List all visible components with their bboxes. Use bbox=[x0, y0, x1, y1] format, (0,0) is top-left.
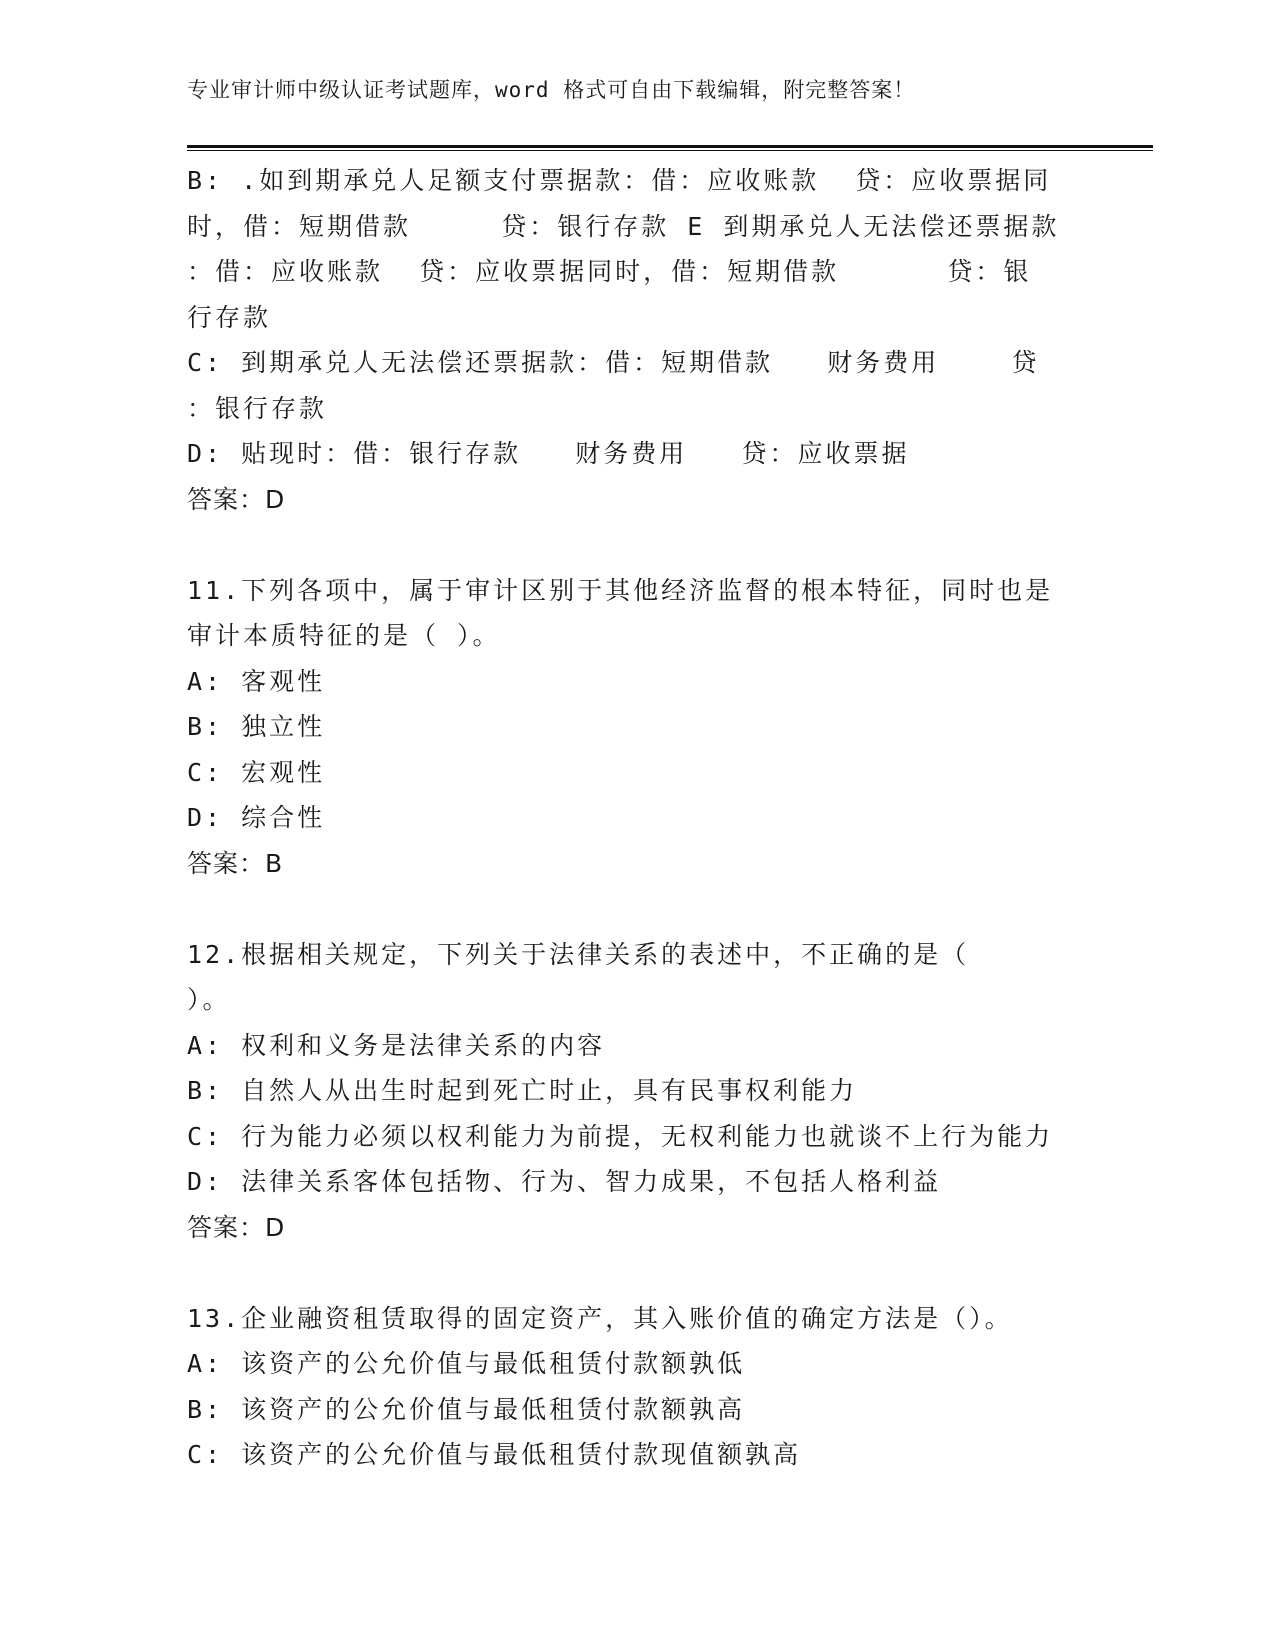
q12-option-c: C: 行为能力必须以权利能力为前提，无权利能力也就谈不上行为能力 bbox=[187, 1121, 1054, 1151]
q11-option-b: B: 独立性 bbox=[187, 712, 326, 741]
q11-option-c: C: 宏观性 bbox=[187, 757, 326, 787]
q13-option-a: A: 该资产的公允价值与最低租赁付款额孰低 bbox=[187, 1349, 746, 1378]
q10-option-b-line-2: 时，借：短期借款 贷：银行存款 E 到期承兑人无法偿还票据款 bbox=[187, 211, 1060, 241]
q11-option-a: A: 客观性 bbox=[187, 666, 326, 696]
spacer bbox=[187, 886, 1117, 932]
q10-option-c-line-1: C: 到期承兑人无法偿还票据款：借：短期借款 财务费用 贷 bbox=[187, 348, 1040, 377]
header-rule-thin bbox=[187, 150, 1153, 151]
q10-option-c-line-2: ：银行存款 bbox=[187, 393, 328, 423]
q11-stem-line-2: 审计本质特征的是（ ）。 bbox=[187, 621, 501, 650]
q11-answer: 答案：B bbox=[187, 848, 284, 878]
header-rule-thick bbox=[187, 145, 1153, 148]
document-body bbox=[187, 158, 1117, 1478]
q12-stem-line-2: ）。 bbox=[187, 985, 231, 1014]
q12-answer: 答案：D bbox=[187, 1212, 286, 1242]
spacer bbox=[187, 522, 1117, 568]
q11-option-d: D: 综合性 bbox=[187, 803, 326, 832]
q13-option-b: B: 该资产的公允价值与最低租赁付款额孰高 bbox=[187, 1394, 746, 1424]
q12-stem-line-1: 12.根据相关规定，下列关于法律关系的表述中，不正确的是（ bbox=[187, 939, 970, 969]
q12-option-a: A: 权利和义务是法律关系的内容 bbox=[187, 1030, 606, 1060]
q12-option-b: B: 自然人从出生时起到死亡时止，具有民事权利能力 bbox=[187, 1076, 858, 1105]
q13-stem-line-1: 13.企业融资租赁取得的固定资产，其入账价值的确定方法是（）。 bbox=[187, 1303, 1013, 1333]
q10-option-b-line-4: 行存款 bbox=[187, 302, 272, 332]
spacer bbox=[187, 1250, 1117, 1296]
q12-option-d: D: 法律关系客体包括物、行为、智力成果，不包括人格利益 bbox=[187, 1167, 942, 1196]
q11-stem-line-1: 11.下列各项中，属于审计区别于其他经济监督的根本特征，同时也是 bbox=[187, 575, 1054, 605]
q10-option-d: D: 贴现时：借：银行存款 财务费用 贷：应收票据 bbox=[187, 439, 910, 468]
q13-option-c: C: 该资产的公允价值与最低租赁付款现值额孰高 bbox=[187, 1440, 802, 1469]
q10-option-b-line-3: ：借：应收账款 贷：应收票据同时，借：短期借款 贷：银 bbox=[187, 257, 1032, 286]
q10-option-b-line-1: B: .如到期承兑人足额支付票据款：借：应收账款 贷：应收票据同 bbox=[187, 166, 1052, 195]
page-header: 专业审计师中级认证考试题库，word 格式可自由下载编辑，附完整答案！ bbox=[187, 78, 916, 102]
q10-answer: 答案：D bbox=[187, 484, 286, 514]
